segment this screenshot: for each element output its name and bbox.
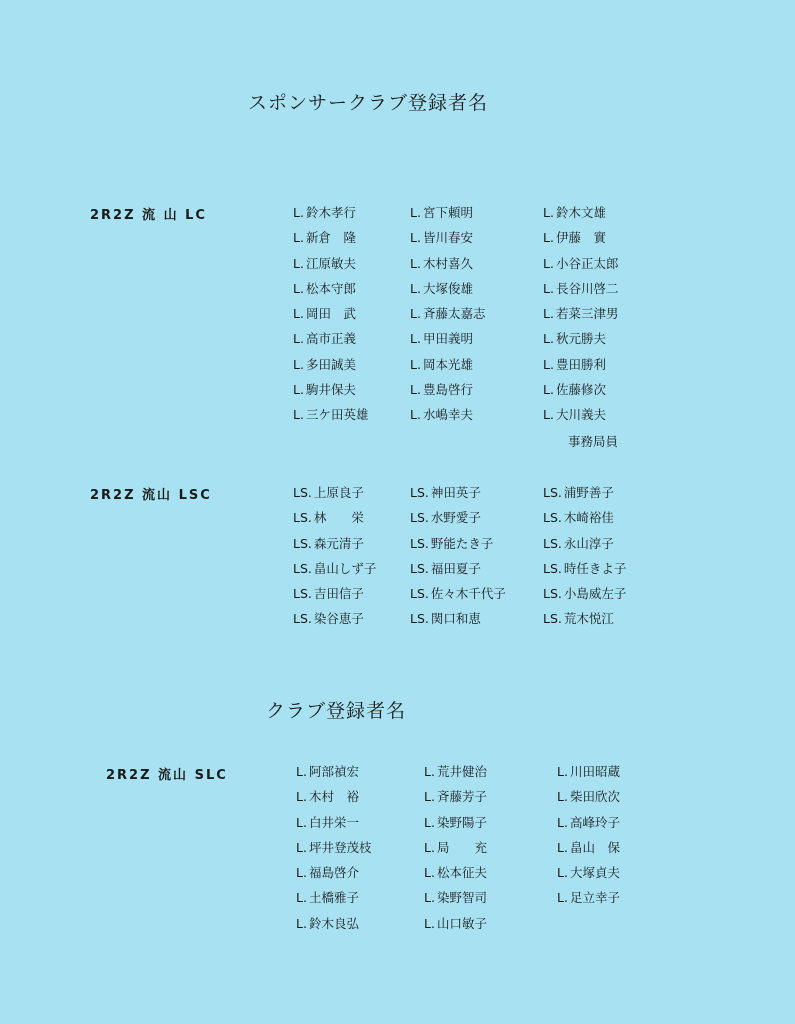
member-name: 土橋雅子 xyxy=(308,890,359,906)
member-name: 皆川春安 xyxy=(422,230,473,246)
member-entry xyxy=(293,200,410,225)
member-name: 豊島啓行 xyxy=(422,382,473,398)
member-name: 駒井保夫 xyxy=(305,382,356,398)
member-grid-slc xyxy=(296,759,677,936)
member-name: 上原良子 xyxy=(313,485,364,500)
member-name: 斉藤芳子 xyxy=(436,789,487,805)
member-entry xyxy=(557,911,677,936)
member-prefix: LS. xyxy=(293,611,312,627)
member-entry xyxy=(543,200,663,225)
member-name: 畠山 保 xyxy=(569,839,620,855)
member-prefix: L. xyxy=(557,890,568,906)
member-name: 豊田勝利 xyxy=(555,356,606,372)
member-prefix: L. xyxy=(424,789,435,805)
club-label-slc: 2R2Z 流山 SLC xyxy=(106,768,228,783)
member-name: 山口敏子 xyxy=(436,915,487,931)
member-entry xyxy=(293,581,410,606)
member-prefix: L. xyxy=(543,356,554,372)
member-name: 江原敏夫 xyxy=(305,255,356,271)
member-name: 吉田信子 xyxy=(313,586,364,602)
member-name: 木村喜久 xyxy=(422,255,473,271)
member-grid-lc xyxy=(293,200,663,428)
member-entry xyxy=(557,784,677,809)
member-name: 時任きよ子 xyxy=(563,560,627,576)
member-entry xyxy=(557,885,677,910)
member-entry xyxy=(410,505,543,530)
member-name: 大川義夫 xyxy=(555,407,606,423)
member-entry xyxy=(293,402,410,427)
member-entry xyxy=(557,835,677,860)
member-prefix: L. xyxy=(424,764,435,779)
member-entry xyxy=(543,480,663,505)
member-name: 大塚俊雄 xyxy=(422,280,473,296)
member-prefix: L. xyxy=(293,407,304,423)
member-entry xyxy=(410,251,543,276)
member-prefix: LS. xyxy=(293,485,312,500)
member-entry xyxy=(296,835,424,860)
member-entry xyxy=(293,326,410,351)
member-entry xyxy=(410,200,543,225)
member-entry xyxy=(424,835,557,860)
member-prefix: L. xyxy=(557,814,568,830)
member-prefix: L. xyxy=(410,306,421,322)
member-prefix: L. xyxy=(543,230,554,246)
member-entry xyxy=(296,911,424,936)
member-name: 秋元勝夫 xyxy=(555,331,606,347)
member-entry xyxy=(410,352,543,377)
member-prefix: L. xyxy=(557,789,568,805)
member-entry xyxy=(557,860,677,885)
member-entry xyxy=(543,251,663,276)
member-prefix: L. xyxy=(543,407,554,423)
member-prefix: L. xyxy=(410,407,421,423)
member-prefix: LS. xyxy=(293,535,312,551)
member-prefix: L. xyxy=(424,839,435,855)
member-prefix: L. xyxy=(296,814,307,830)
member-name: 福島啓介 xyxy=(308,865,359,881)
member-entry xyxy=(410,531,543,556)
member-entry xyxy=(296,784,424,809)
club-heading: クラブ登録者名 xyxy=(266,700,407,722)
member-entry xyxy=(410,301,543,326)
member-entry xyxy=(410,276,543,301)
member-prefix: L. xyxy=(293,356,304,372)
member-entry xyxy=(543,276,663,301)
member-prefix: LS. xyxy=(410,611,429,627)
member-prefix: L. xyxy=(293,382,304,398)
member-prefix: LS. xyxy=(543,535,562,551)
member-prefix: L. xyxy=(424,814,435,830)
member-name: 岡本光雄 xyxy=(422,356,473,372)
member-name: 小島威左子 xyxy=(563,586,627,602)
member-name: 局 充 xyxy=(436,839,487,855)
member-prefix: L. xyxy=(543,382,554,398)
member-entry xyxy=(543,301,663,326)
member-name: 松本守郎 xyxy=(305,280,356,296)
member-entry xyxy=(293,531,410,556)
member-entry xyxy=(410,326,543,351)
member-name: 鈴木文雄 xyxy=(555,205,606,220)
member-name: 浦野善子 xyxy=(563,485,614,500)
member-name: 木村 裕 xyxy=(308,789,359,805)
member-entry xyxy=(543,581,663,606)
member-prefix: L. xyxy=(424,865,435,881)
member-name: 斉藤太嘉志 xyxy=(422,306,486,322)
member-entry xyxy=(424,810,557,835)
member-entry xyxy=(293,251,410,276)
member-prefix: L. xyxy=(543,255,554,271)
member-prefix: L. xyxy=(293,205,304,220)
member-prefix: L. xyxy=(293,255,304,271)
member-prefix: L. xyxy=(424,915,435,931)
member-entry xyxy=(557,759,677,784)
member-prefix: L. xyxy=(424,890,435,906)
member-name: 岡田 武 xyxy=(305,306,356,322)
member-entry xyxy=(293,225,410,250)
sponsor-club-heading: スポンサークラブ登録者名 xyxy=(248,92,489,114)
member-entry xyxy=(410,480,543,505)
member-prefix: LS. xyxy=(410,586,429,602)
member-prefix: LS. xyxy=(410,510,429,526)
member-name: 水野愛子 xyxy=(430,510,481,526)
member-entry xyxy=(410,225,543,250)
member-entry xyxy=(424,860,557,885)
member-prefix: LS. xyxy=(293,510,312,526)
member-name: 新倉 隆 xyxy=(305,230,356,246)
member-name: 若菜三津男 xyxy=(555,306,619,322)
member-entry xyxy=(293,606,410,631)
secretariat-note: 事務局員 xyxy=(568,434,619,449)
member-prefix: L. xyxy=(296,890,307,906)
member-prefix: L. xyxy=(557,865,568,881)
member-prefix: L. xyxy=(296,865,307,881)
member-entry xyxy=(410,581,543,606)
member-entry xyxy=(293,301,410,326)
member-entry xyxy=(296,810,424,835)
member-entry xyxy=(424,885,557,910)
member-entry xyxy=(543,531,663,556)
member-prefix: L. xyxy=(557,764,568,779)
member-entry xyxy=(424,911,557,936)
member-name: 野能たき子 xyxy=(430,535,494,551)
member-entry xyxy=(543,556,663,581)
member-name: 染谷恵子 xyxy=(313,611,364,627)
member-name: 白井栄一 xyxy=(308,814,359,830)
member-name: 染野陽子 xyxy=(436,814,487,830)
member-name: 伊藤 實 xyxy=(555,230,606,246)
member-prefix: L. xyxy=(296,764,307,779)
member-name: 川田昭蔵 xyxy=(569,764,620,779)
member-name: 畠山しず子 xyxy=(313,560,377,576)
member-prefix: LS. xyxy=(543,485,562,500)
member-prefix: L. xyxy=(293,306,304,322)
member-prefix: L. xyxy=(296,839,307,855)
member-entry xyxy=(543,606,663,631)
member-prefix: L. xyxy=(410,230,421,246)
club-label-lsc: 2R2Z 流山 LSC xyxy=(90,488,212,503)
member-entry xyxy=(293,505,410,530)
member-prefix: L. xyxy=(296,915,307,931)
member-entry xyxy=(543,505,663,530)
member-name: 水嶋幸夫 xyxy=(422,407,473,423)
member-entry xyxy=(410,402,543,427)
member-name: 鈴木孝行 xyxy=(305,205,356,220)
member-prefix: L. xyxy=(410,382,421,398)
member-entry xyxy=(543,352,663,377)
member-entry xyxy=(543,402,663,427)
member-name: 足立幸子 xyxy=(569,890,620,906)
member-name: 松本征夫 xyxy=(436,865,487,881)
member-name: 佐々木千代子 xyxy=(430,586,506,602)
member-entry xyxy=(543,377,663,402)
member-prefix: LS. xyxy=(410,560,429,576)
member-entry xyxy=(543,326,663,351)
member-entry xyxy=(293,377,410,402)
member-entry xyxy=(543,225,663,250)
member-name: 福田夏子 xyxy=(430,560,481,576)
member-name: 高峰玲子 xyxy=(569,814,620,830)
member-entry xyxy=(293,556,410,581)
member-name: 鈴木良弘 xyxy=(308,915,359,931)
member-entry xyxy=(424,784,557,809)
member-name: 荒木悦江 xyxy=(563,611,614,627)
club-label-lc: 2R2Z 流 山 LC xyxy=(90,208,207,223)
member-entry xyxy=(296,885,424,910)
member-prefix: LS. xyxy=(410,535,429,551)
member-prefix: L. xyxy=(293,230,304,246)
member-name: 柴田欣次 xyxy=(569,789,620,805)
member-prefix: L. xyxy=(543,205,554,220)
member-name: 関口和恵 xyxy=(430,611,481,627)
member-prefix: L. xyxy=(543,280,554,296)
member-prefix: L. xyxy=(410,255,421,271)
member-name: 林 栄 xyxy=(313,510,364,526)
member-name: 長谷川啓二 xyxy=(555,280,619,296)
member-name: 宮下頼明 xyxy=(422,205,473,220)
member-name: 木崎裕佳 xyxy=(563,510,614,526)
member-entry xyxy=(424,759,557,784)
member-prefix: L. xyxy=(557,839,568,855)
member-prefix: L. xyxy=(410,331,421,347)
member-entry xyxy=(293,352,410,377)
member-name: 永山淳子 xyxy=(563,535,614,551)
member-prefix: L. xyxy=(410,356,421,372)
member-name: 染野智司 xyxy=(436,890,487,906)
member-entry xyxy=(557,810,677,835)
member-name: 阿部禎宏 xyxy=(308,764,359,779)
member-name: 森元清子 xyxy=(313,535,364,551)
member-entry xyxy=(410,556,543,581)
member-entry xyxy=(296,759,424,784)
member-name: 甲田義明 xyxy=(422,331,473,347)
member-name: 三ケ田英雄 xyxy=(305,407,369,423)
member-entry xyxy=(410,606,543,631)
member-prefix: LS. xyxy=(410,485,429,500)
member-prefix: L. xyxy=(543,306,554,322)
member-name: 小谷正太郎 xyxy=(555,255,619,271)
member-grid-lsc xyxy=(293,480,663,632)
member-entry xyxy=(410,377,543,402)
member-prefix: LS. xyxy=(293,586,312,602)
member-prefix: LS. xyxy=(543,560,562,576)
member-prefix: L. xyxy=(410,205,421,220)
member-prefix: LS. xyxy=(293,560,312,576)
member-entry xyxy=(296,860,424,885)
member-name: 大塚貞夫 xyxy=(569,865,620,881)
member-prefix: LS. xyxy=(543,510,562,526)
member-prefix: L. xyxy=(293,331,304,347)
member-prefix: L. xyxy=(410,280,421,296)
member-name: 佐藤修次 xyxy=(555,382,606,398)
member-name: 多田誠美 xyxy=(305,356,356,372)
member-name: 神田英子 xyxy=(430,485,481,500)
member-name: 荒井健治 xyxy=(436,764,487,779)
member-prefix: L. xyxy=(293,280,304,296)
member-entry xyxy=(293,276,410,301)
member-entry xyxy=(293,480,410,505)
member-prefix: L. xyxy=(543,331,554,347)
member-prefix: L. xyxy=(296,789,307,805)
member-prefix: LS. xyxy=(543,611,562,627)
member-prefix: LS. xyxy=(543,586,562,602)
member-name: 坪井登茂枝 xyxy=(308,839,372,855)
member-name: 高市正義 xyxy=(305,331,356,347)
